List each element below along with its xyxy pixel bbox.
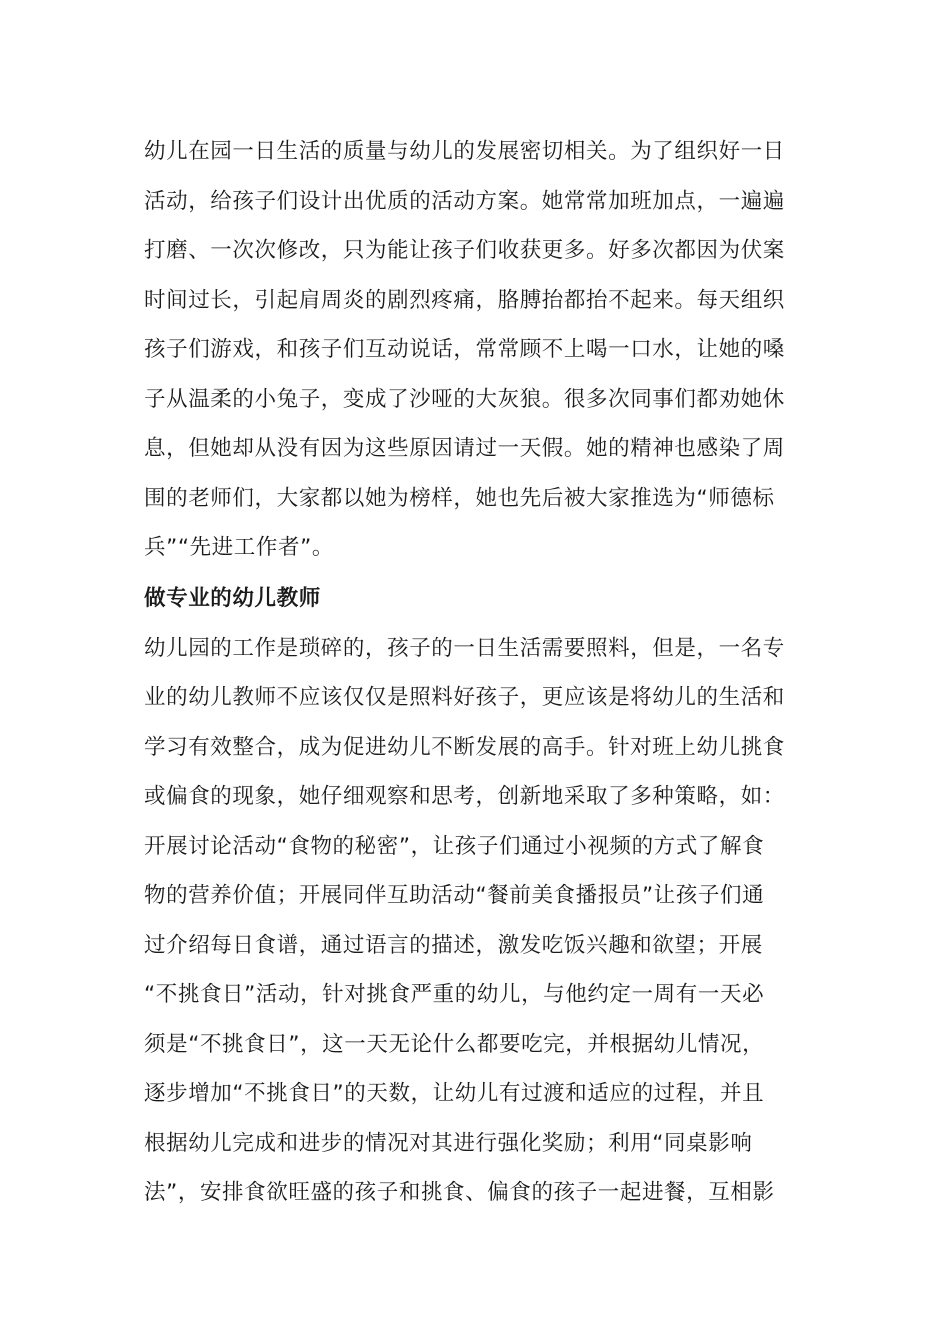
paragraph-line: 孩子们游戏，和孩子们互动说话，常常顾不上喝一口水，让她的嗓 bbox=[144, 337, 785, 362]
paragraph-line: 活动，给孩子们设计出优质的活动方案。她常常加班加点，一遍遍 bbox=[144, 189, 785, 214]
paragraph-line: 过介绍每日食谱，通过语言的描述，激发吃饭兴趣和欲望；开展 bbox=[144, 933, 763, 958]
paragraph-line: 打磨、一次次修改，只为能让孩子们收获更多。好多次都因为伏案 bbox=[144, 238, 785, 263]
paragraph-line: 法”，安排食欲旺盛的孩子和挑食、偏食的孩子一起进餐，互相影 bbox=[144, 1180, 775, 1205]
paragraph-line: 或偏食的现象，她仔细观察和思考，创新地采取了多种策略，如： bbox=[144, 784, 785, 809]
paragraph-line: 须是“不挑食日”，这一天无论什么都要吃完，并根据幼儿情况， bbox=[144, 1032, 765, 1057]
paragraph-line: 逐步增加“不挑食日”的天数，让幼儿有过渡和适应的过程，并且 bbox=[144, 1081, 765, 1106]
paragraph-line: 学习有效整合，成为促进幼儿不断发展的高手。针对班上幼儿挑食 bbox=[144, 735, 785, 760]
paragraph-line: 业的幼儿教师不应该仅仅是照料好孩子，更应该是将幼儿的生活和 bbox=[144, 685, 785, 710]
paragraph-line: “不挑食日”活动，针对挑食严重的幼儿，与他约定一周有一天必 bbox=[144, 982, 765, 1007]
paragraph-line: 围的老师们，大家都以她为榜样，她也先后被大家推选为“师德标 bbox=[144, 486, 775, 511]
paragraph-line: 时间过长，引起肩周炎的剧烈疼痛，胳膊抬都抬不起来。每天组织 bbox=[144, 288, 785, 313]
paragraph-line: 幼儿在园一日生活的质量与幼儿的发展密切相关。为了组织好一日 bbox=[144, 139, 785, 164]
paragraph-line: 息，但她却从没有因为这些原因请过一天假。她的精神也感染了周 bbox=[144, 436, 785, 461]
paragraph-line: 幼儿园的工作是琐碎的，孩子的一日生活需要照料，但是，一名专 bbox=[144, 636, 785, 661]
paragraph-line: 兵”“先进工作者”。 bbox=[144, 535, 334, 560]
paragraph-line: 开展讨论活动“食物的秘密”，让孩子们通过小视频的方式了解食 bbox=[144, 834, 765, 859]
paragraph-line: 根据幼儿完成和进步的情况对其进行强化奖励；利用“同桌影响 bbox=[144, 1131, 753, 1156]
paragraph-line: 物的营养价值；开展同伴互助活动“餐前美食播报员”让孩子们通 bbox=[144, 883, 765, 908]
section-heading: 做专业的幼儿教师 bbox=[144, 586, 321, 611]
paragraph-line: 子从温柔的小兔子，变成了沙哑的大灰狼。很多次同事们都劝她休 bbox=[144, 387, 785, 412]
